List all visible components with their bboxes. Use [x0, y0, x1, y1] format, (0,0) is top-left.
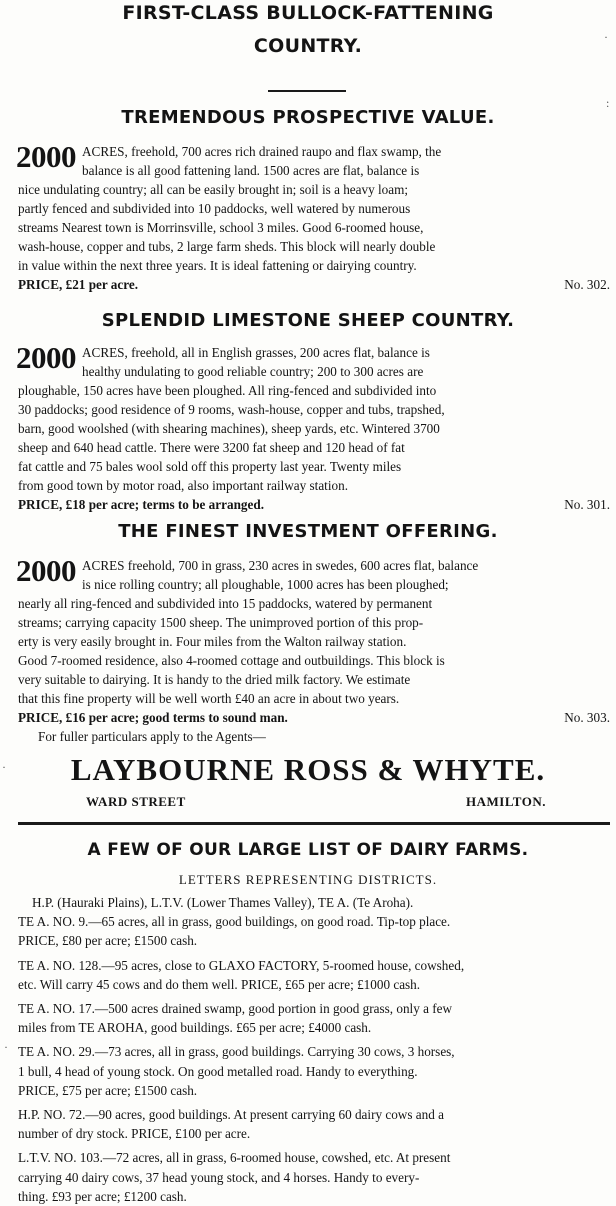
ad2-line: from good town by motor road, also important railway station. — [18, 478, 348, 493]
ad3-price: PRICE, £16 per acre; good terms to sound man. — [18, 710, 288, 725]
ad1-line: in value within the next three years. It is ideal fattening or dairying country. — [18, 258, 417, 273]
entry-line: carrying 40 dairy cows, 37 head young stock, and 4 horses. Handy to every- — [18, 1169, 420, 1185]
ad3-body — [16, 553, 610, 746]
ad2-line: sheep and 640 head cattle. There were 3200 fat sheep and 120 head of fat — [18, 440, 405, 455]
entry-line: TE A. NO. 9.—65 acres, all in grass, good buildings, on good road. Tip-top place. — [18, 914, 451, 930]
entry-line: L.T.V. NO. 103.—72 acres, all in grass, 6-roomed house, cowshed, etc. At present — [18, 1150, 451, 1166]
agents-town: HAMILTON. — [466, 794, 546, 809]
ad2-heading: SPLENDID LIMESTONE SHEEP COUNTRY. — [101, 310, 515, 331]
ad2-line: ploughable, 150 acres have been ploughed. All ring-fenced and subdivided into — [18, 383, 437, 398]
districts-line: H.P. (Hauraki Plains), L.T.V. (Lower Thames Valley), TE A. (Te Aroha). — [32, 895, 414, 910]
title-line-1: FIRST-CLASS BULLOCK-FATTENING — [122, 2, 494, 24]
entry-line: TE A. NO. 128.—95 acres, close to GLAXO FACTORY, 5-roomed house, cowshed, — [18, 957, 465, 973]
entry-line: PRICE, £75 per acre; £1500 cash. — [18, 1082, 198, 1098]
ad3-big-number: 2000 — [16, 553, 76, 588]
ad3-line: ACRES freehold, 700 in grass, 230 acres in swedes, 600 acres flat, balance — [82, 558, 479, 573]
scan-speck: · — [4, 1040, 8, 1054]
entry-line: TE A. NO. 17.—500 acres drained swamp, good portion in good grass, only a few — [18, 1001, 453, 1017]
agents-name: LAYBOURNE ROSS & WHYTE. — [70, 752, 546, 787]
list-item — [18, 1105, 610, 1143]
ad2-price: PRICE, £18 per acre; terms to be arranged. — [18, 497, 264, 512]
entry-line: 1 bull, 4 head of young stock. On good metalled road. Handy to everything. — [18, 1063, 418, 1079]
ad1-price-row — [18, 275, 610, 294]
ad3-line: erty is very easily brought in. Four miles from the Walton railway station. — [18, 634, 407, 649]
ad1-big-number: 2000 — [16, 139, 76, 174]
entry-line: TE A. NO. 29.—73 acres, all in grass, good buildings. Carrying 30 cows, 3 horses, — [18, 1044, 455, 1060]
entry-line: PRICE, £80 per acre; £1500 cash. — [18, 933, 198, 949]
ad1-line: balance is all good fattening land. 1500 acres are flat, balance is — [82, 163, 420, 178]
ad3-line: nearly all ring-fenced and subdivided into 15 paddocks, watered by permanent — [18, 596, 433, 611]
ad1-line: wash-house, copper and tubs, 2 large farm sheds. This block will nearly double — [18, 239, 436, 254]
entry-line: thing. £93 per acre; £1200 cash. — [18, 1188, 187, 1204]
ad2-big-number: 2000 — [16, 340, 76, 375]
divider — [268, 90, 346, 92]
ad2-price-row — [18, 495, 610, 514]
thick-divider — [18, 822, 610, 825]
ad3-line: streams; carrying capacity 1500 sheep. The unimproved portion of this prop- — [18, 615, 424, 630]
ad1-line: nice undulating country; all can be easily brought in; soil is a heavy loam; — [18, 182, 409, 197]
ad2-line: 30 paddocks; good residence of 9 rooms, wash-house, copper and tubs, trapshed, — [18, 402, 445, 417]
ad3-heading: THE FINEST INVESTMENT OFFERING. — [118, 521, 498, 542]
ad1-line: streams Nearest town is Morrinsville, school 3 miles. Good 6-roomed house, — [18, 220, 424, 235]
title-line-2: COUNTRY. — [253, 35, 363, 57]
list-item — [18, 1042, 610, 1100]
ad3-line: Good 7-roomed residence, also 4-roomed cottage and outbuildings. This block is — [18, 653, 445, 668]
ad2-line: ACRES, freehold, all in English grasses, 200 acres flat, balance is — [82, 345, 430, 360]
ad2-line: healthy undulating to good reliable country; 200 to 300 acres are — [82, 364, 424, 379]
dairy-list — [18, 893, 610, 1206]
scan-speck: · — [2, 760, 6, 774]
ad1-number: No. 302. — [564, 277, 610, 292]
dairy-heading: A FEW OF OUR LARGE LIST OF DAIRY FARMS. — [87, 840, 529, 860]
ad3-line: that this fine property will be well worth £40 an acre in about two years. — [18, 691, 400, 706]
ad1-price: PRICE, £21 per acre. — [18, 277, 139, 292]
ad3-number: No. 303. — [564, 710, 610, 725]
entry-line: H.P. NO. 72.—90 acres, good buildings. At present carrying 60 dairy cows and a — [18, 1107, 444, 1123]
ad3-agents-line: For fuller particulars apply to the Agents— — [38, 729, 266, 744]
ad1-body — [16, 139, 610, 294]
agents-street: WARD STREET — [86, 794, 186, 809]
list-item — [18, 912, 610, 950]
entry-line: miles from TE AROHA, good buildings. £65 per acre; £4000 cash. — [18, 1020, 372, 1036]
ad1-line: ACRES, freehold, 700 acres rich drained raupo and flax swamp, the — [82, 144, 442, 159]
entry-line: etc. Will carry 45 cows and do them well. PRICE, £65 per acre; £1000 cash. — [18, 976, 421, 992]
ad3-line: is nice rolling country; all ploughable, 1000 acres has been ploughed; — [82, 577, 449, 592]
dairy-subheading: LETTERS REPRESENTING DISTRICTS. — [178, 872, 438, 887]
ad2-number: No. 301. — [564, 497, 610, 512]
list-item — [18, 956, 610, 994]
ad3-price-row — [18, 708, 610, 727]
scan-speck: · — [604, 30, 608, 44]
ad1-line: partly fenced and subdivided into 10 paddocks, well watered by numerous — [18, 201, 411, 216]
ad1-heading: TREMENDOUS PROSPECTIVE VALUE. — [121, 107, 495, 128]
ad2-line: barn, good woolshed (with shearing machines), sheep yards, etc. Wintered 3700 — [18, 421, 440, 436]
list-item — [18, 999, 610, 1037]
ad3-line: very suitable to dairying. It is handy to the dried milk factory. We estimate — [18, 672, 411, 687]
ad2-body — [16, 340, 610, 514]
ad2-line: fat cattle and 75 bales wool sold off this property last year. Twenty miles — [18, 459, 402, 474]
scan-speck: : — [606, 96, 610, 110]
entry-line: number of dry stock. PRICE, £100 per acre. — [18, 1126, 251, 1142]
list-item — [18, 1148, 610, 1206]
